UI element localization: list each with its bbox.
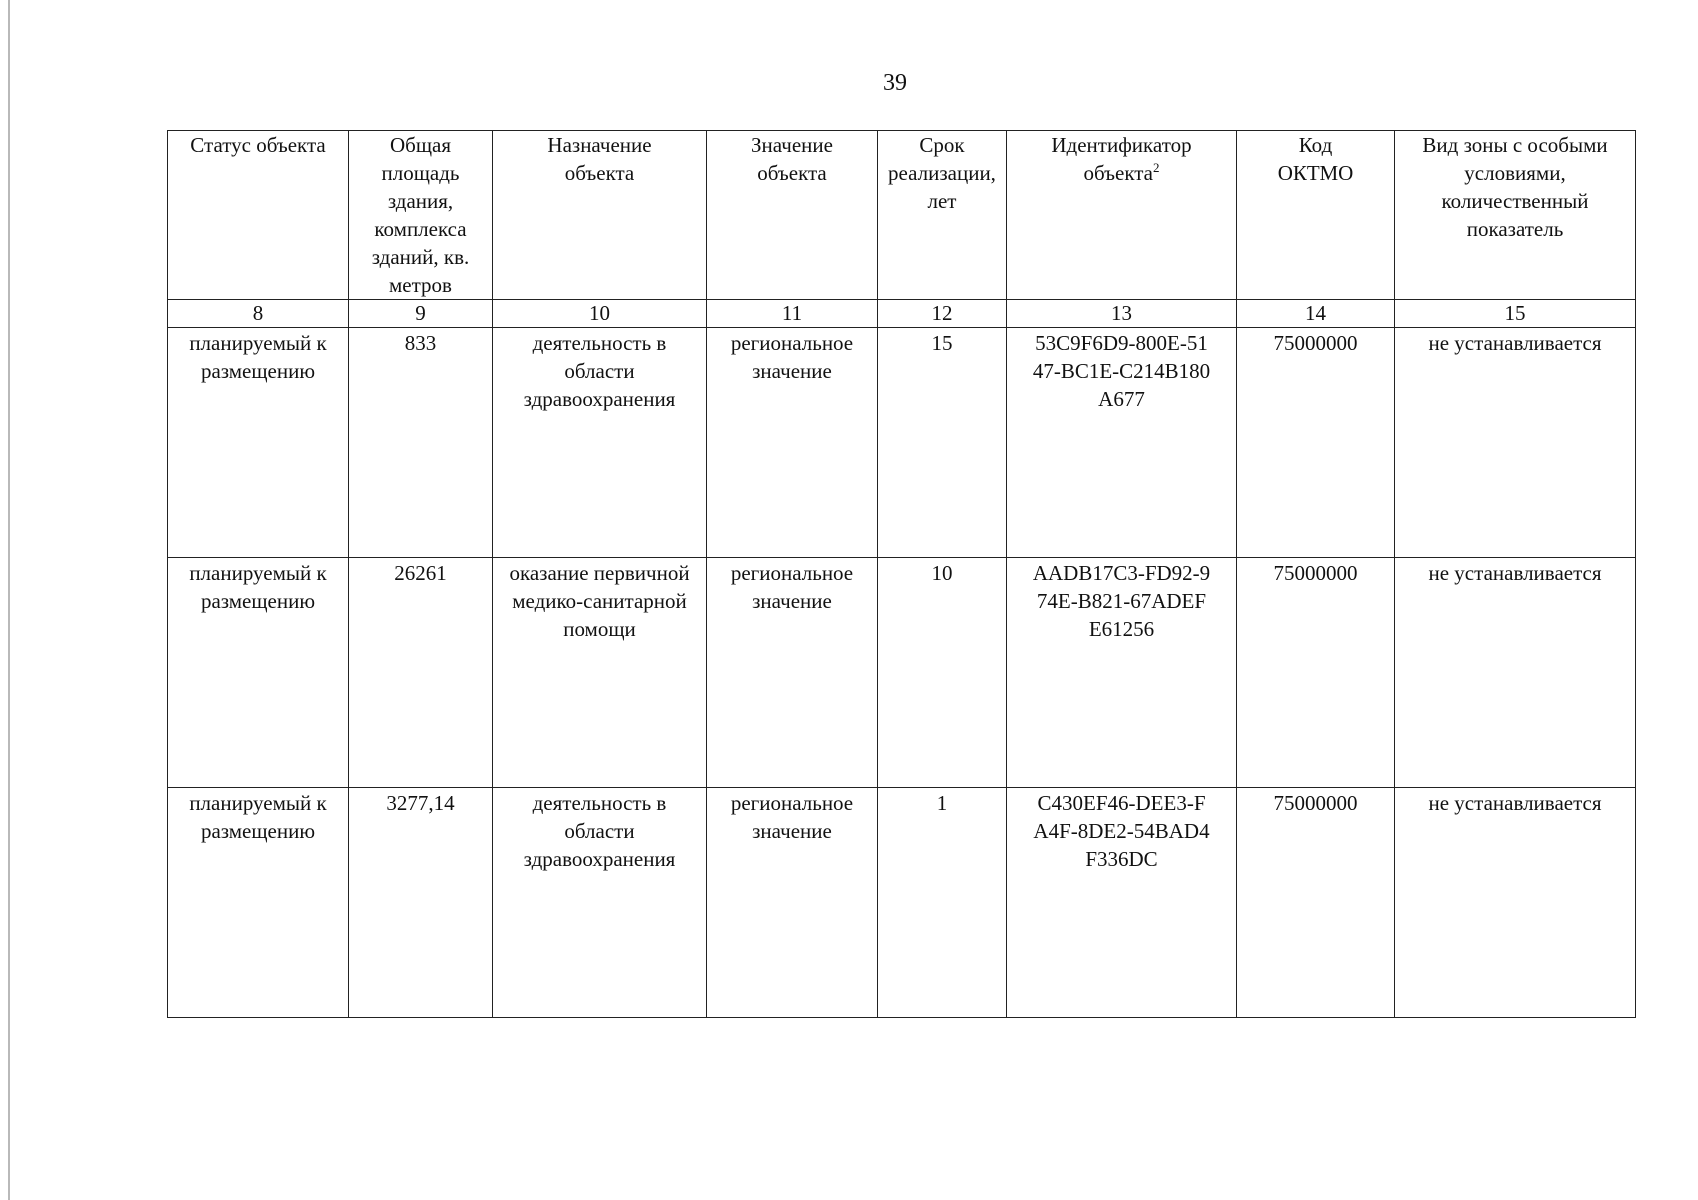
table-row <box>168 328 1636 558</box>
table-header-row <box>168 131 1636 300</box>
header-oktmo: Код ОКТМО <box>1237 131 1395 300</box>
table-row <box>168 558 1636 788</box>
cell-significance: региональное значение <box>707 558 878 788</box>
column-number: 15 <box>1395 300 1636 328</box>
column-number: 10 <box>493 300 707 328</box>
column-number: 11 <box>707 300 878 328</box>
header-term: Срок реализации, лет <box>878 131 1007 300</box>
cell-oktmo: 75000000 <box>1237 788 1395 1018</box>
cell-status: планируемый к размещению <box>168 328 349 558</box>
cell-area: 26261 <box>349 558 493 788</box>
header-purpose: Назначение объекта <box>493 131 707 300</box>
header-identifier: Идентификатор объекта$^2$ <box>1007 131 1237 300</box>
header-area: Общая площадь здания, комплекса зданий, кв. метров <box>349 131 493 300</box>
page-number: 39 <box>883 70 907 96</box>
table-row <box>168 788 1636 1018</box>
column-number: 9 <box>349 300 493 328</box>
cell-area: 3277,14 <box>349 788 493 1018</box>
cell-purpose: оказание первичной медико-санитарной помощи <box>493 558 707 788</box>
cell-identifier: 53C9F6D9-800E-5147-BC1E-C214B180A677 <box>1007 328 1237 558</box>
objects-table <box>167 130 1636 1018</box>
cell-purpose: деятельность в области здравоохранения <box>493 788 707 1018</box>
scan-left-edge <box>8 0 10 1200</box>
cell-significance: региональное значение <box>707 328 878 558</box>
cell-zone: не устанавливается <box>1395 788 1636 1018</box>
cell-significance: региональное значение <box>707 788 878 1018</box>
column-number: 12 <box>878 300 1007 328</box>
column-number: 13 <box>1007 300 1237 328</box>
cell-identifier: AADB17C3-FD92-974E-B821-67ADEFE61256 <box>1007 558 1237 788</box>
header-significance: Значение объекта <box>707 131 878 300</box>
cell-status: планируемый к размещению <box>168 788 349 1018</box>
cell-oktmo: 75000000 <box>1237 328 1395 558</box>
cell-zone: не устанавливается <box>1395 558 1636 788</box>
column-number: 14 <box>1237 300 1395 328</box>
cell-term: 10 <box>878 558 1007 788</box>
cell-status: планируемый к размещению <box>168 558 349 788</box>
column-number-row <box>168 300 1636 328</box>
cell-identifier: C430EF46-DEE3-FA4F-8DE2-54BAD4F336DC <box>1007 788 1237 1018</box>
cell-purpose: деятельность в области здравоохранения <box>493 328 707 558</box>
header-status: Статус объекта <box>168 131 349 300</box>
cell-term: 15 <box>878 328 1007 558</box>
header-zone: Вид зоны с особыми условиями, количественный показатель <box>1395 131 1636 300</box>
cell-term: 1 <box>878 788 1007 1018</box>
cell-oktmo: 75000000 <box>1237 558 1395 788</box>
cell-zone: не устанавливается <box>1395 328 1636 558</box>
cell-area: 833 <box>349 328 493 558</box>
column-number: 8 <box>168 300 349 328</box>
